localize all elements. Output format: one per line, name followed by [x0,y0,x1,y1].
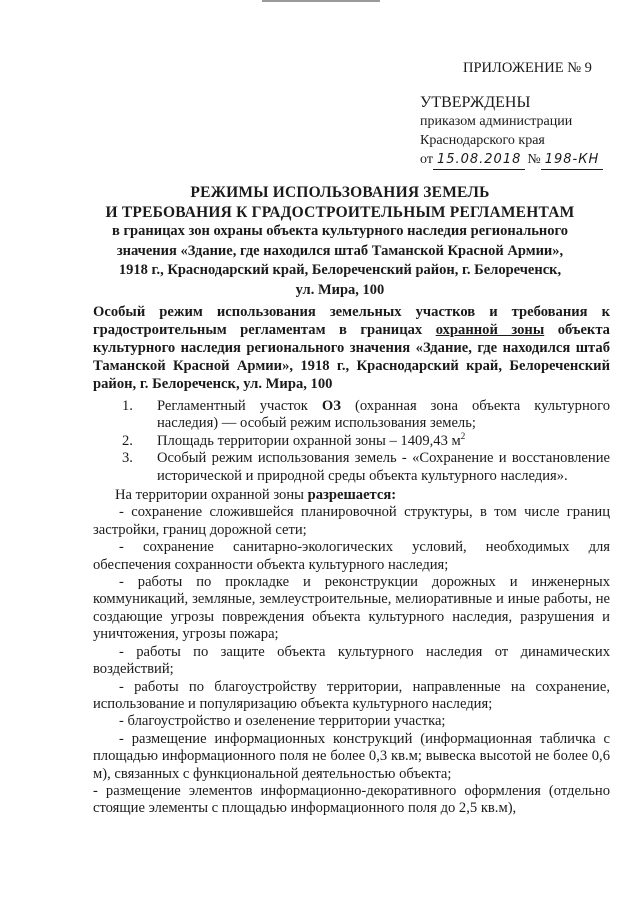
appendix-label: ПРИЛОЖЕНИЕ № 9 [463,60,592,76]
title-line-2: И ТРЕБОВАНИЯ К ГРАДОСТРОИТЕЛЬНЫМ РЕГЛАМЕНТАМ [105,203,575,221]
allowed-item: - размещение элементов информационно-декоративного оформления (отдельно стоящие элементы с площадью информационного поля до 2,5 кв.м), [93,782,610,817]
document-body [93,398,610,818]
approval-signature-line [420,150,603,170]
approval-number: 198-КН [541,150,604,170]
allowed-item: - сохранение санитарно-экологических условий, необходимых для обеспечения сохранности объекта культурного наследия; [93,539,610,573]
item-number: 1. [122,398,133,414]
allowed-intro: На территории охранной зоны [115,487,308,504]
approval-block [420,93,603,170]
allowed-intro-bold: разрешается: [307,487,397,504]
item-text-pre: Площадь территории охранной зоны – 1409,43 м [157,432,461,449]
scan-artifact-line [262,0,380,2]
item-text: Особый режим использования земель - «Сохранение и восстановление исторической и природной среды объекта культурного наследия». [157,450,610,484]
allowed-item: - сохранение сложившейся планировочной структуры, в том числе границ застройки, границ дорожной сети; [93,504,610,538]
intro-underlined: охранной зоны [435,322,545,338]
document-title [60,183,620,300]
item-number: 2. [122,432,133,449]
item-number: 3. [122,450,133,467]
intro-paragraph [93,303,610,393]
numbered-item [93,398,610,433]
intro-text-after: объекта культурного наследия регионального значения «Здание, где находился штаб Таманской Красной Армии», 1918 г., Краснодарский край, Белореченский район, г. Белореченск, ул. Мира, 100 [93,322,610,392]
intro-text-before: Особый режим использования земельных участков и требования к градостроительным регламентам в границах [93,304,610,338]
allowed-item: - работы по прокладке и реконструкции дорожных и инженерных коммуникаций, земляные, землеустроительные, мелиоративные и иные работы, не создающие угрозы повреждения объекта культурного наследия, разрушения и уничтожения, угрозы пожара; [93,574,610,643]
allowed-item: - размещение информационных конструкций (информационная табличка с площадью информационного поля не более 0,3 кв.м; вывеска высотой не более 0,6 м), связанных с функциональной деятельностью объекта; [93,730,610,782]
approval-heading: УТВЕРЖДЕНЫ [420,94,531,111]
approval-date: 15.08.2018 [433,150,525,170]
approval-line-1: приказом администрации [420,114,573,129]
allowed-item: - благоустройство и озеленение территории участка; [119,713,446,730]
approval-number-sign: № [527,152,541,167]
approval-line-2: Краснодарского края [420,133,545,148]
title-line-3: в границах зон охраны объекта культурного наследия регионального [112,223,568,239]
item-text [157,398,610,433]
title-line-1: РЕЖИМЫ ИСПОЛЬЗОВАНИЯ ЗЕМЕЛЬ [190,184,490,201]
item-text [157,430,610,450]
title-line-4: значения «Здание, где находился штаб Таманской Красной Армии», [116,242,564,259]
item-text-post: (охранная зона объекта культурного наследия) — особый режим использования земель; [157,398,610,432]
item-superscript: 2 [460,430,466,441]
allowed-heading [93,487,610,504]
item-text-bold: ОЗ [321,398,341,414]
title-line-6: ул. Мира, 100 [295,281,385,298]
allowed-item: - работы по благоустройству территории, направленные на сохранение, использование и популяризацию объекта культурного наследия; [93,678,610,712]
approval-from: от [420,152,433,167]
item-text-pre: Регламентный участок [157,398,322,414]
numbered-item [93,430,610,450]
allowed-item: - работы по защите объекта культурного наследия от динамических воздействий; [93,643,610,678]
title-line-5: 1918 г., Краснодарский край, Белореченский район, г. Белореченск, [118,262,562,278]
numbered-item [93,450,610,485]
